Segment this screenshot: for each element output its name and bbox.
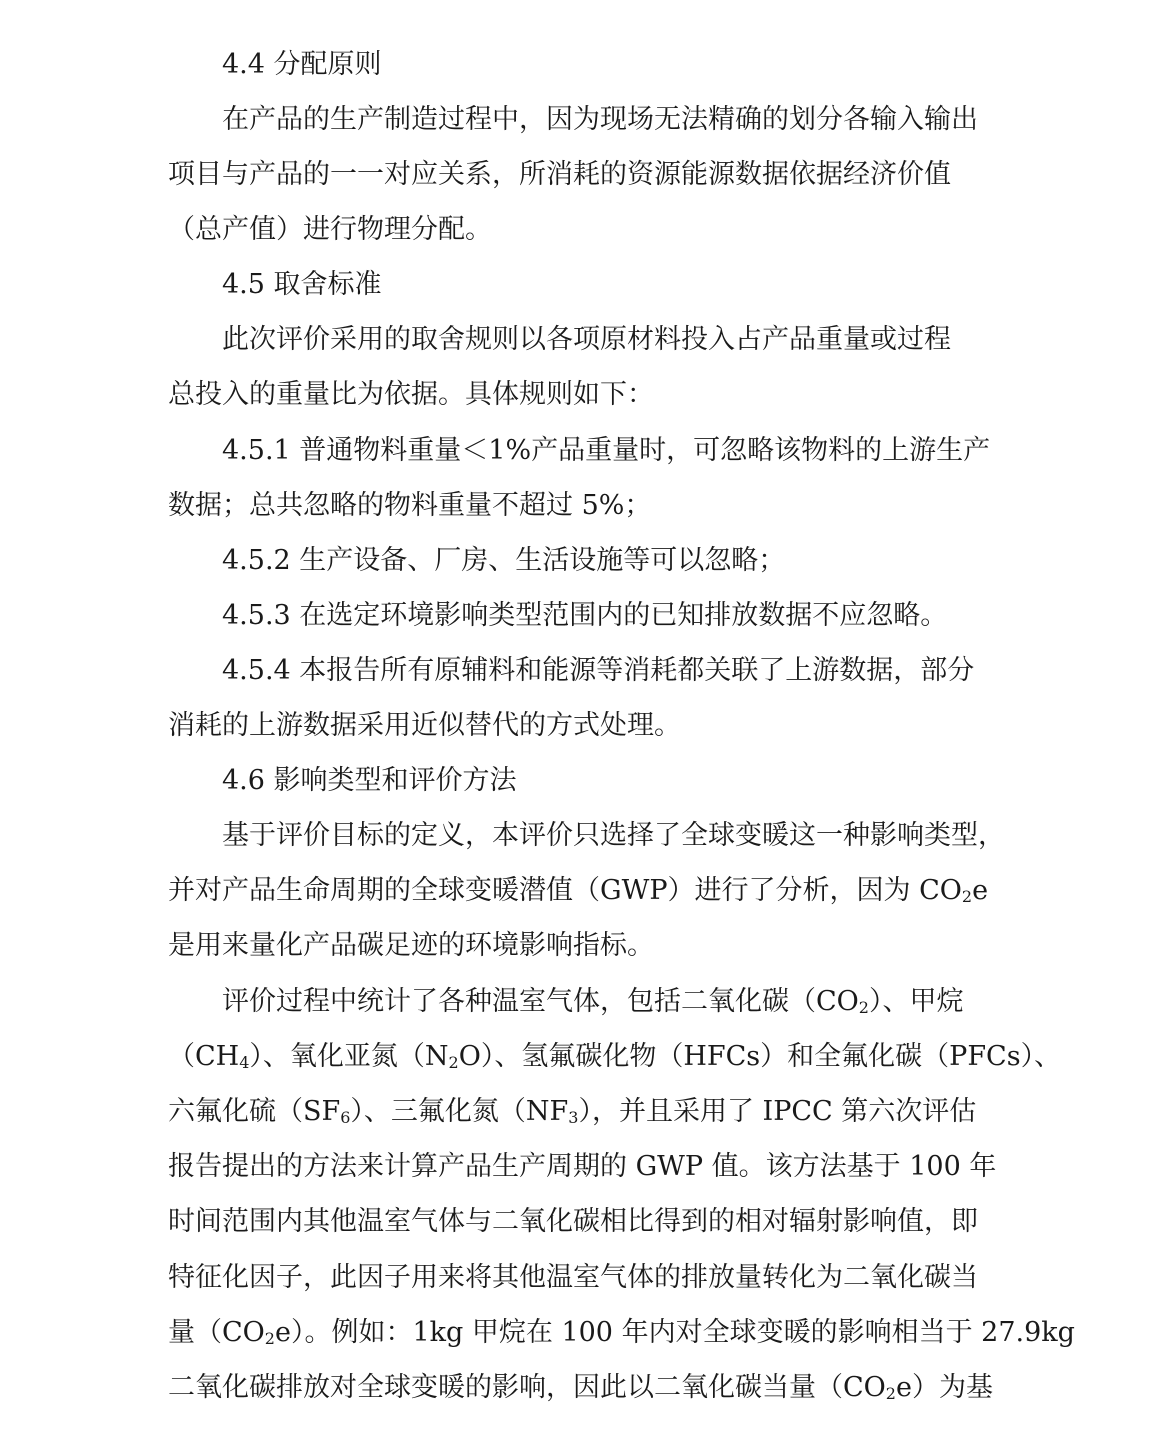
paragraph-line: （总产值）进行物理分配。 [168, 214, 492, 245]
paragraph-line: $(CH_4)$、氧化亚氮$(N_2O)$、氢氟碳化物（HFCs）和全氟化碳（PFCs）、 [168, 1041, 1062, 1072]
rule-4-5-4-line: 消耗的上游数据采用近似替代的方式处理。 [168, 710, 681, 741]
paragraph-line: 报告提出的方法来计算产品生产周期的 GWP 值。该方法基于 100 年 [168, 1151, 997, 1182]
rule-4-5-2: 4.5.2 生产设备、厂房、生活设施等可以忽略； [222, 545, 786, 576]
rule-4-5-1-line: 4.5.1 普通物料重量＜1%产品重量时，可忽略该物料的上游生产 [222, 435, 991, 466]
paragraph-line: 项目与产品的一一对应关系，所消耗的资源能源数据依据经济价值 [168, 159, 951, 190]
paragraph-line: 是用来量化产品碳足迹的环境影响指标。 [168, 930, 654, 961]
paragraph-line: 时间范围内其他温室气体与二氧化碳相比得到的相对辐射影响值，即 [168, 1206, 978, 1237]
paragraph-line: 并对产品生命周期的全球变暖潜值（GWP）进行了分析，因为 $CO_2e$ [168, 875, 989, 906]
paragraph-line: 量$(CO_2e)$。例如：1kg 甲烷在 100 年内对全球变暖的影响相当于 27.9kg [168, 1317, 1075, 1348]
paragraph-line: 特征化因子，此因子用来将其他温室气体的排放量转化为二氧化碳当 [168, 1262, 978, 1293]
heading-4-5: 4.5 取舍标准 [222, 269, 382, 300]
rule-4-5-3: 4.5.3 在选定环境影响类型范围内的已知排放数据不应忽略。 [222, 600, 948, 631]
paragraph-line: 总投入的重量比为依据。具体规则如下： [168, 379, 654, 410]
heading-4-4: 4.4 分配原则 [222, 49, 382, 80]
heading-4-6: 4.6 影响类型和评价方法 [222, 765, 517, 796]
paragraph-line: 在产品的生产制造过程中，因为现场无法精确的划分各输入输出 [222, 104, 978, 135]
paragraph-line: 此次评价采用的取舍规则以各项原材料投入占产品重量或过程 [222, 324, 951, 355]
rule-4-5-1-line: 数据；总共忽略的物料重量不超过 5%； [168, 490, 652, 521]
paragraph-line: 二氧化碳排放对全球变暖的影响，因此以二氧化碳当量$(CO_2e)$为基 [168, 1372, 993, 1403]
paragraph-line: 六氟化硫$(SF_6)$、三氟化氮$(NF_3)$，并且采用了 IPCC 第六次评估 [168, 1096, 977, 1127]
rule-4-5-4-line: 4.5.4 本报告所有原辅料和能源等消耗都关联了上游数据，部分 [222, 655, 975, 686]
paragraph-line: 基于评价目标的定义，本评价只选择了全球变暖这一种影响类型， [222, 820, 1005, 851]
paragraph-line: 评价过程中统计了各种温室气体，包括二氧化碳$(CO_2)$、甲烷 [222, 986, 964, 1017]
